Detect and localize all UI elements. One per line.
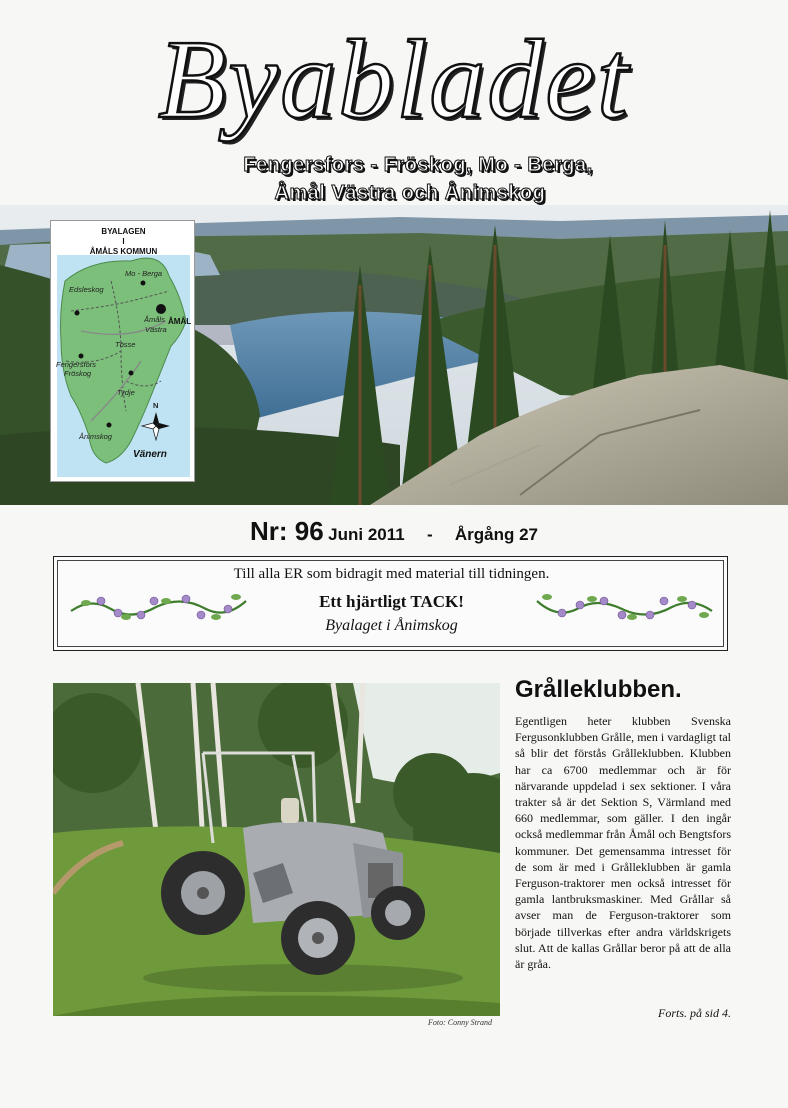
issue-date: Juni 2011 bbox=[328, 525, 405, 544]
map-label-vanern: Vänern bbox=[133, 449, 167, 460]
newspaper-title: Byabladet bbox=[157, 18, 631, 142]
map-label-amals-1: Åmåls bbox=[144, 315, 165, 324]
map-label-tosse: Tösse bbox=[115, 340, 136, 349]
thanks-box bbox=[53, 556, 728, 651]
municipality-map bbox=[50, 220, 195, 482]
tractor-photo bbox=[53, 683, 500, 1016]
compass-north-label: N bbox=[153, 401, 159, 410]
article-title: Grålleklubben. bbox=[515, 676, 682, 703]
map-heading-line-2: I bbox=[122, 237, 125, 246]
thanks-line-2: Ett hjärtligt TACK! bbox=[319, 592, 464, 611]
map-label-froskog: Fröskog bbox=[64, 369, 92, 378]
continued-note: Forts. på sid 4. bbox=[657, 1006, 731, 1020]
map-label-mo-berga: Mo - Berga bbox=[125, 269, 163, 278]
map-label-tydje: Tydje bbox=[117, 388, 135, 397]
masthead bbox=[0, 20, 788, 140]
map-label-animskog: Ånimskog bbox=[79, 432, 112, 441]
map-heading bbox=[51, 227, 196, 257]
map-label-fengersfors: Fengersfors bbox=[56, 360, 97, 369]
article-body: Egentligen heter klubben Svenska Fergusonklubben Grålle, men i vardagligt tal så blir det förstås Grålleklubben. Klubben har ca 6700 medlemmar och är för närvarande uppdelad i sex sektioner. I våra trakter så är det Sektion S, Värmland med 660 medlemmar, som gäller. I den ingår också medlemmar från Åmål och Bengtsfors kommuner. Det gemensamma intresset för de som är med i Grålleklubben är gamla Ferguson-traktorer men också intresset för gamla lantbruksmaskiner. Med Grållar så avser man de Ferguson-traktorer som började tillverkas efter andra världskrigets slut. Att de kallas Grållar beror på att de alla är gråa. bbox=[515, 714, 731, 972]
map-label-amal: ÅMÅL bbox=[168, 317, 192, 326]
issue-volume: Årgång 27 bbox=[454, 525, 538, 544]
issue-number: Nr: 96 bbox=[250, 516, 324, 546]
map-label-edsleskog: Edsleskog bbox=[69, 285, 104, 294]
issue-dash: - bbox=[426, 525, 433, 544]
photo-credit: Foto: Conny Strand bbox=[428, 1018, 492, 1027]
subtitle-line-1: Fengersfors - Fröskog, Mo - Berga, bbox=[243, 154, 593, 176]
map-heading-line-1: BYALAGEN bbox=[101, 227, 146, 236]
subtitle-line-2: Åmål Västra och Ånimskog bbox=[274, 182, 546, 204]
thanks-line-3: Byalaget i Ånimskog bbox=[325, 617, 458, 634]
map-heading-line-3: ÅMÅLS KOMMUN bbox=[89, 247, 158, 256]
thanks-line-1: Till alla ER som bidragit med material till tidningen. bbox=[233, 566, 550, 582]
issue-line bbox=[0, 516, 788, 547]
map-label-amals-2: Västra bbox=[145, 325, 167, 334]
